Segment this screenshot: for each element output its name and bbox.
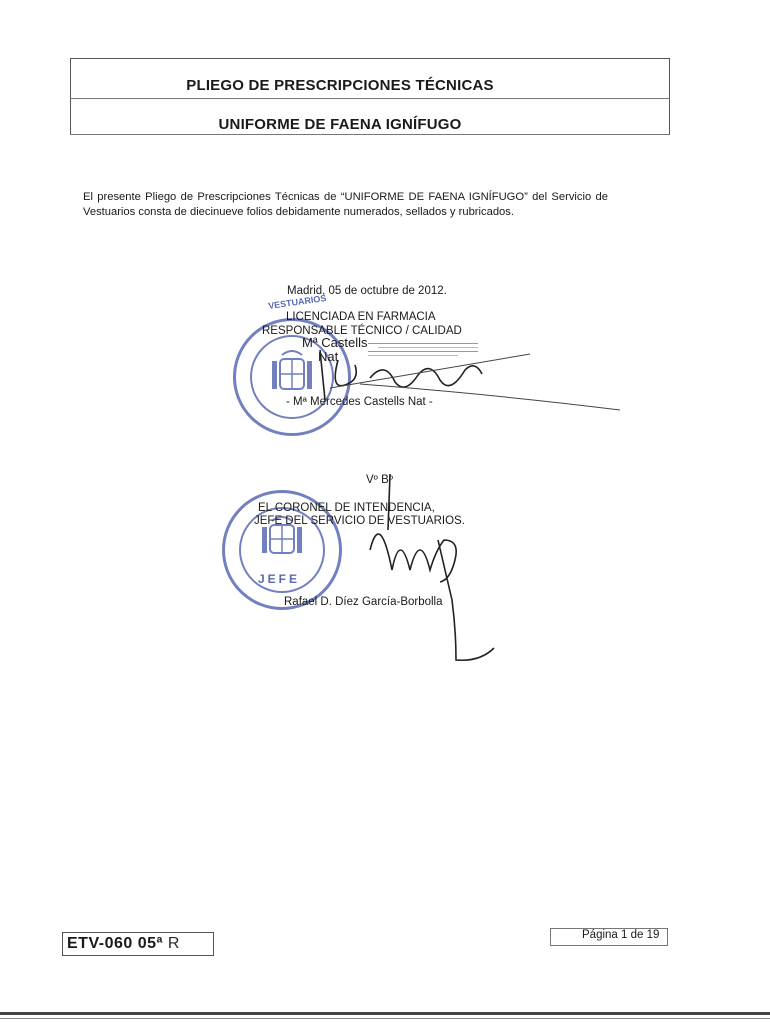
signer-2-name: Rafael D. Díez García-Borbolla [284, 596, 443, 608]
document-title: PLIEGO DE PRESCRIPCIONES TÉCNICAS [186, 77, 494, 94]
handwritten-signature-2 [340, 470, 510, 670]
digital-signature-surname: Nat [318, 349, 339, 364]
signer-1-title: LICENCIADA EN FARMACIA [286, 311, 436, 323]
stamp-2-word: JEFE [258, 572, 301, 586]
header-divider-bottom [70, 134, 670, 135]
digital-signature-name: Mª Castells [302, 335, 368, 350]
signer-1-name: - Mª Mercedes Castells Nat - [286, 396, 433, 408]
intro-paragraph: El presente Pliego de Prescripciones Técnicas de “UNIFORME DE FAENA IGNÍFUGO” del Servicio de Vestuarios consta de diecinueve folios debidamente numerados, sellados y rubricados. [83, 191, 608, 218]
document-code-text: ETV-060 05ª [67, 935, 163, 952]
document-code [67, 935, 180, 953]
stamp-1-top-text: VESTUARIOS [267, 292, 327, 312]
page-number: Página 1 de 19 [582, 929, 660, 941]
handwritten-signature-1 [300, 340, 640, 430]
document-subtitle: UNIFORME DE FAENA IGNÍFUGO [218, 116, 462, 133]
revision-letter: R [167, 935, 180, 952]
place-date: Madrid, 05 de octubre de 2012. [287, 285, 447, 297]
approval-mark: Vº Bº [366, 474, 393, 486]
signer-1-role: RESPONSABLE TÉCNICO / CALIDAD [262, 325, 462, 337]
bottom-rule-thin [0, 1018, 770, 1019]
bottom-rule [0, 1012, 770, 1015]
signer-2-role: JEFE DEL SERVICIO DE VESTUARIOS. [254, 515, 465, 527]
signer-2-title: EL CORONEL DE INTENDENCIA, [258, 502, 435, 514]
header-divider [70, 98, 670, 99]
